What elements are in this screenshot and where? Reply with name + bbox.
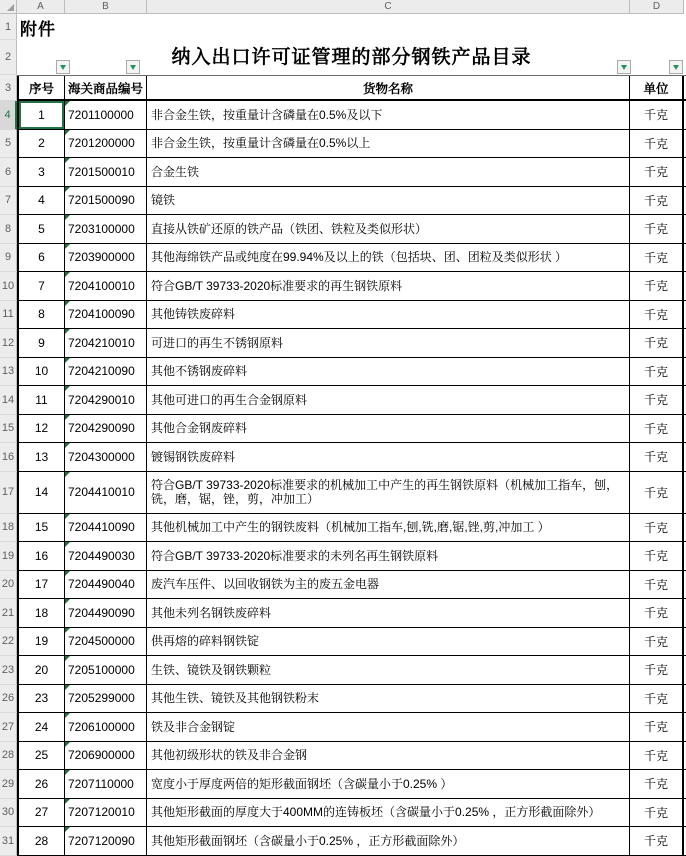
cell-unit[interactable]: 千克 (630, 571, 684, 599)
filter-dropdown-button-col-d[interactable] (669, 60, 683, 74)
table-row (0, 472, 686, 514)
customs-code-value: 7204210090 (68, 364, 135, 379)
filter-dropdown-icon (621, 65, 627, 70)
table-row (0, 713, 686, 742)
cell-unit[interactable]: 千克 (630, 542, 684, 570)
cell-seq[interactable]: 2 (17, 130, 65, 158)
cell-customs-code[interactable] (65, 799, 147, 827)
filter-dropdown-button-col-a[interactable] (56, 60, 70, 74)
cell-customs-code[interactable] (65, 358, 147, 386)
cell-goods-name[interactable]: 直接从铁矿还原的铁产品（铁团、铁粒及类似形状） (147, 215, 630, 243)
cell-customs-code[interactable] (65, 770, 147, 798)
cell-seq[interactable]: 8 (17, 301, 65, 329)
table-row (0, 187, 686, 216)
cell-goods-name[interactable]: 镜铁 (147, 187, 630, 215)
cell-seq[interactable]: 6 (17, 244, 65, 272)
cell-customs-code[interactable] (65, 130, 147, 158)
cell-customs-code[interactable] (65, 713, 147, 741)
customs-code-value: 7206100000 (68, 719, 135, 734)
cell-customs-code[interactable] (65, 301, 147, 329)
stored-as-text-indicator-icon (65, 301, 70, 306)
cell-unit[interactable]: 千克 (630, 599, 684, 627)
row-number[interactable]: 20 (0, 571, 17, 600)
cell-customs-code[interactable] (65, 386, 147, 414)
select-all-button[interactable] (0, 0, 17, 14)
table-row (0, 571, 686, 600)
stored-as-text-indicator-icon (65, 628, 70, 633)
cell-customs-code[interactable] (65, 244, 147, 272)
filter-dropdown-button-col-b[interactable] (126, 60, 140, 74)
table-row (0, 685, 686, 714)
cell-goods-name[interactable]: 可进口的再生不锈钢原料 (147, 329, 630, 357)
stored-as-text-indicator-icon (65, 799, 70, 804)
stored-as-text-indicator-icon (65, 329, 70, 334)
row-number[interactable]: 29 (0, 770, 17, 799)
cell-customs-code[interactable] (65, 472, 147, 513)
customs-code-value: 7205100000 (68, 662, 135, 677)
row-number[interactable]: 2 (0, 40, 17, 75)
cell-customs-code[interactable] (65, 514, 147, 542)
row-number[interactable]: 22 (0, 628, 17, 657)
cell-seq[interactable]: 27 (17, 799, 65, 827)
cell-goods-name[interactable]: 非合金生铁，按重量计含磷量在0.5%以上 (147, 130, 630, 158)
cell-unit[interactable]: 千克 (630, 685, 684, 713)
cell-goods-name[interactable]: 其他生铁、镜铁及其他钢铁粉末 (147, 685, 630, 713)
cell-customs-code[interactable] (65, 215, 147, 243)
cell-customs-code[interactable] (65, 415, 147, 443)
cell-seq[interactable]: 15 (17, 514, 65, 542)
row-number[interactable]: 11 (0, 301, 17, 330)
cell-seq[interactable]: 20 (17, 656, 65, 684)
customs-code-value: 7207120090 (68, 833, 135, 848)
cell-unit[interactable]: 千克 (630, 244, 684, 272)
cell-unit[interactable]: 千克 (630, 472, 684, 513)
cell-goods-name[interactable]: 镀锡钢铁废碎料 (147, 443, 630, 471)
stored-as-text-indicator-icon (65, 713, 70, 718)
table-row (0, 443, 686, 472)
select-all-corner-icon (7, 4, 14, 11)
table-row (0, 542, 686, 571)
customs-code-value: 7203100000 (68, 221, 135, 236)
table-row (0, 301, 686, 330)
cell-goods-name[interactable]: 其他初级形状的铁及非合金钢 (147, 742, 630, 770)
cell-goods-name[interactable]: 其他未列名钢铁废碎料 (147, 599, 630, 627)
sheet-row-1 (0, 14, 686, 40)
customs-code-value: 7204100090 (68, 307, 135, 322)
cell-seq[interactable]: 5 (17, 215, 65, 243)
row-number[interactable]: 1 (0, 14, 17, 40)
page-title: 纳入出口许可证管理的部分钢铁产品目录 (171, 47, 532, 68)
row-number[interactable]: 9 (0, 244, 17, 273)
stored-as-text-indicator-icon (65, 415, 70, 420)
stored-as-text-indicator-icon (65, 542, 70, 547)
row-number[interactable]: 14 (0, 386, 17, 415)
cell-customs-code[interactable] (65, 542, 147, 570)
cell-seq[interactable]: 13 (17, 443, 65, 471)
cell-customs-code[interactable] (65, 742, 147, 770)
cell-seq[interactable]: 14 (17, 472, 65, 513)
cell-goods-name[interactable]: 生铁、镜铁及钢铁颗粒 (147, 656, 630, 684)
table-row (0, 656, 686, 685)
table-row (0, 386, 686, 415)
stored-as-text-indicator-icon (65, 130, 70, 135)
sheet-row-2 (0, 40, 686, 75)
stored-as-text-indicator-icon (65, 443, 70, 448)
cell-attachment[interactable] (17, 14, 686, 40)
customs-code-value: 7204500000 (68, 634, 135, 649)
row-number[interactable]: 4 (0, 101, 17, 130)
stored-as-text-indicator-icon (65, 215, 70, 220)
cell-unit[interactable]: 千克 (630, 301, 684, 329)
customs-code-value: 7204410090 (68, 520, 135, 535)
row-number[interactable]: 31 (0, 827, 17, 856)
customs-code-value: 7204490030 (68, 548, 135, 563)
cell-goods-name[interactable]: 其他可进口的再生合金钢原料 (147, 386, 630, 414)
cell-goods-name[interactable]: 其他不锈钢废碎料 (147, 358, 630, 386)
cell-unit[interactable]: 千克 (630, 415, 684, 443)
row-number[interactable]: 27 (0, 713, 17, 742)
stored-as-text-indicator-icon (65, 244, 70, 249)
cell-seq[interactable]: 3 (17, 158, 65, 186)
cell-unit[interactable]: 千克 (630, 329, 684, 357)
cell-goods-name[interactable]: 铁及非合金钢锭 (147, 713, 630, 741)
cell-unit[interactable]: 千克 (630, 742, 684, 770)
cell-unit[interactable]: 千克 (630, 130, 684, 158)
cell-customs-code[interactable] (65, 599, 147, 627)
customs-code-value: 7204410010 (68, 485, 135, 499)
cell-goods-name[interactable]: 其他矩形截面钢坯（含碳量小于0.25% ，正方形截面除外） (147, 827, 630, 855)
cell-goods-name[interactable]: 废汽车压件、以回收钢铁为主的废五金电器 (147, 571, 630, 599)
cell-seq[interactable]: 26 (17, 770, 65, 798)
cell-customs-code[interactable] (65, 329, 147, 357)
customs-code-value: 7201200000 (68, 136, 135, 151)
cell-customs-code[interactable] (65, 272, 147, 300)
cell-unit[interactable]: 千克 (630, 770, 684, 798)
cell-seq[interactable]: 9 (17, 329, 65, 357)
cell-customs-code[interactable] (65, 685, 147, 713)
row-number[interactable]: 8 (0, 215, 17, 244)
header-customs-code[interactable]: 海关商品编号 (65, 76, 147, 99)
cell-unit[interactable]: 千克 (630, 656, 684, 684)
cell-goods-name[interactable]: 其他矩形截面的厚度大于400MM的连铸板坯（含碳量小于0.25% ，正方形截面除外） (147, 799, 630, 827)
column-header-a[interactable]: A (17, 0, 65, 14)
cell-customs-code[interactable] (65, 656, 147, 684)
cell-goods-name[interactable]: 其他铸铁废碎料 (147, 301, 630, 329)
cell-unit[interactable]: 千克 (630, 827, 684, 855)
column-header-c[interactable]: C (147, 0, 630, 14)
cell-goods-name[interactable]: 其他机械加工中产生的钢铁废料（机械加工指车,刨,铣,磨,锯,锉,剪,冲加工 ） (147, 514, 630, 542)
table-row (0, 599, 686, 628)
row-number[interactable]: 15 (0, 415, 17, 444)
stored-as-text-indicator-icon (65, 827, 70, 832)
cell-seq[interactable]: 17 (17, 571, 65, 599)
cell-customs-code[interactable] (65, 443, 147, 471)
header-goods-name[interactable]: 货物名称 (147, 76, 630, 99)
row-number[interactable]: 21 (0, 599, 17, 628)
stored-as-text-indicator-icon (65, 571, 70, 576)
row-number[interactable]: 13 (0, 358, 17, 387)
row-number[interactable]: 28 (0, 742, 17, 771)
customs-code-value: 7204300000 (68, 449, 135, 464)
cell-seq[interactable]: 19 (17, 628, 65, 656)
customs-code-value: 7205299000 (68, 691, 135, 706)
column-header-strip (0, 0, 686, 14)
customs-code-value: 7201500090 (68, 193, 135, 208)
filter-dropdown-button-col-c[interactable] (617, 60, 631, 74)
filter-dropdown-icon (673, 65, 679, 70)
table-row (0, 799, 686, 828)
stored-as-text-indicator-icon (65, 472, 70, 477)
table-row (0, 158, 686, 187)
table-row (0, 358, 686, 387)
stored-as-text-indicator-icon (65, 158, 70, 163)
cell-unit[interactable]: 千克 (630, 272, 684, 300)
cell-seq[interactable]: 28 (17, 827, 65, 855)
cell-goods-name[interactable]: 非合金生铁，按重量计含磷量在0.5%及以下 (147, 101, 630, 129)
attachment-label: 附件 (20, 19, 56, 39)
cell-seq[interactable]: 23 (17, 685, 65, 713)
cell-seq[interactable]: 25 (17, 742, 65, 770)
table-row (0, 514, 686, 543)
table-row (0, 628, 686, 657)
table-row (0, 272, 686, 301)
row-number[interactable]: 7 (0, 187, 17, 216)
customs-code-value: 7207120010 (68, 805, 135, 820)
cell-customs-code[interactable] (65, 628, 147, 656)
stored-as-text-indicator-icon (65, 101, 70, 106)
cell-customs-code[interactable] (65, 187, 147, 215)
cell-customs-code[interactable] (65, 827, 147, 855)
stored-as-text-indicator-icon (65, 358, 70, 363)
cell-seq[interactable]: 24 (17, 713, 65, 741)
table-row (0, 215, 686, 244)
filter-dropdown-icon (60, 65, 66, 70)
table-row (0, 101, 686, 130)
customs-code-value: 7201500010 (68, 164, 135, 179)
stored-as-text-indicator-icon (65, 187, 70, 192)
cell-customs-code[interactable] (65, 101, 147, 129)
row-number[interactable]: 6 (0, 158, 17, 187)
row-number[interactable]: 12 (0, 329, 17, 358)
customs-code-value: 7204290090 (68, 421, 135, 436)
row-number[interactable]: 5 (0, 130, 17, 159)
cell-unit[interactable]: 千克 (630, 443, 684, 471)
cell-seq[interactable]: 16 (17, 542, 65, 570)
header-unit[interactable]: 单位 (630, 76, 684, 99)
row-number[interactable]: 19 (0, 542, 17, 571)
row-number[interactable]: 16 (0, 443, 17, 472)
customs-code-value: 7204290010 (68, 392, 135, 407)
table-body (0, 101, 686, 856)
cell-seq[interactable]: 18 (17, 599, 65, 627)
stored-as-text-indicator-icon (65, 272, 70, 277)
table-header-row (0, 75, 686, 101)
cell-seq[interactable]: 4 (17, 187, 65, 215)
table-row (0, 770, 686, 799)
stored-as-text-indicator-icon (65, 742, 70, 747)
header-seq[interactable]: 序号 (17, 76, 65, 99)
stored-as-text-indicator-icon (65, 685, 70, 690)
stored-as-text-indicator-icon (65, 656, 70, 661)
cell-unit[interactable]: 千克 (630, 386, 684, 414)
cell-unit[interactable]: 千克 (630, 514, 684, 542)
cell-unit[interactable]: 千克 (630, 215, 684, 243)
cell-title[interactable] (17, 40, 686, 75)
cell-unit[interactable]: 千克 (630, 713, 684, 741)
cell-goods-name[interactable]: 符合GB/T 39733-2020标准要求的再生钢铁原料 (147, 272, 630, 300)
row-number[interactable]: 17 (0, 472, 17, 514)
row-number[interactable]: 23 (0, 656, 17, 685)
cell-seq[interactable]: 10 (17, 358, 65, 386)
cell-goods-name[interactable]: 其他合金钢废碎料 (147, 415, 630, 443)
cell-unit[interactable]: 千克 (630, 628, 684, 656)
cell-unit[interactable]: 千克 (630, 358, 684, 386)
customs-code-value: 7204100010 (68, 278, 135, 293)
table-row (0, 742, 686, 771)
row-number[interactable]: 30 (0, 799, 17, 828)
cell-customs-code[interactable] (65, 158, 147, 186)
customs-code-value: 7204490040 (68, 577, 135, 592)
cell-unit[interactable]: 千克 (630, 158, 684, 186)
table-row (0, 329, 686, 358)
row-number[interactable]: 10 (0, 272, 17, 301)
stored-as-text-indicator-icon (65, 386, 70, 391)
cell-unit[interactable]: 千克 (630, 187, 684, 215)
cell-goods-name[interactable]: 其他海绵铁产品或纯度在99.94%及以上的铁（包括块、团、团粒及类似形状 ） (147, 244, 630, 272)
customs-code-value: 7201100000 (68, 107, 134, 122)
customs-code-value: 7206900000 (68, 748, 135, 763)
table-row (0, 827, 686, 856)
table-row (0, 415, 686, 444)
cell-seq[interactable]: 7 (17, 272, 65, 300)
column-header-d[interactable]: D (630, 0, 684, 14)
cell-customs-code[interactable] (65, 571, 147, 599)
row-number[interactable]: 18 (0, 514, 17, 543)
cell-goods-name[interactable]: 宽度小于厚度两倍的矩形截面钢坯（含碳量小于0.25% ） (147, 770, 630, 798)
customs-code-value: 7204210010 (68, 335, 135, 350)
row-number[interactable]: 3 (0, 75, 17, 101)
row-number[interactable]: 26 (0, 685, 17, 714)
customs-code-value: 7204490090 (68, 605, 135, 620)
table-row (0, 130, 686, 159)
filter-dropdown-icon (130, 65, 136, 70)
stored-as-text-indicator-icon (65, 599, 70, 604)
table-row (0, 244, 686, 273)
stored-as-text-indicator-icon (65, 770, 70, 775)
cell-seq[interactable]: 11 (17, 386, 65, 414)
customs-code-value: 7203900000 (68, 250, 135, 265)
cell-seq[interactable]: 12 (17, 415, 65, 443)
stored-as-text-indicator-icon (65, 514, 70, 519)
cell-seq[interactable]: 1 (17, 101, 65, 129)
customs-code-value: 7207110000 (68, 776, 134, 791)
cell-goods-name[interactable]: 符合GB/T 39733-2020标准要求的机械加工中产生的再生钢铁原料（机械加工指车，刨，铣，磨，锯，锉，剪，冲加工） (147, 472, 630, 513)
cell-unit[interactable]: 千克 (630, 101, 684, 129)
column-header-b[interactable]: B (65, 0, 147, 14)
cell-goods-name[interactable]: 供再熔的碎料钢铁锭 (147, 628, 630, 656)
cell-goods-name[interactable]: 符合GB/T 39733-2020标准要求的未列名再生钢铁原料 (147, 542, 630, 570)
cell-unit[interactable]: 千克 (630, 799, 684, 827)
cell-goods-name[interactable]: 合金生铁 (147, 158, 630, 186)
